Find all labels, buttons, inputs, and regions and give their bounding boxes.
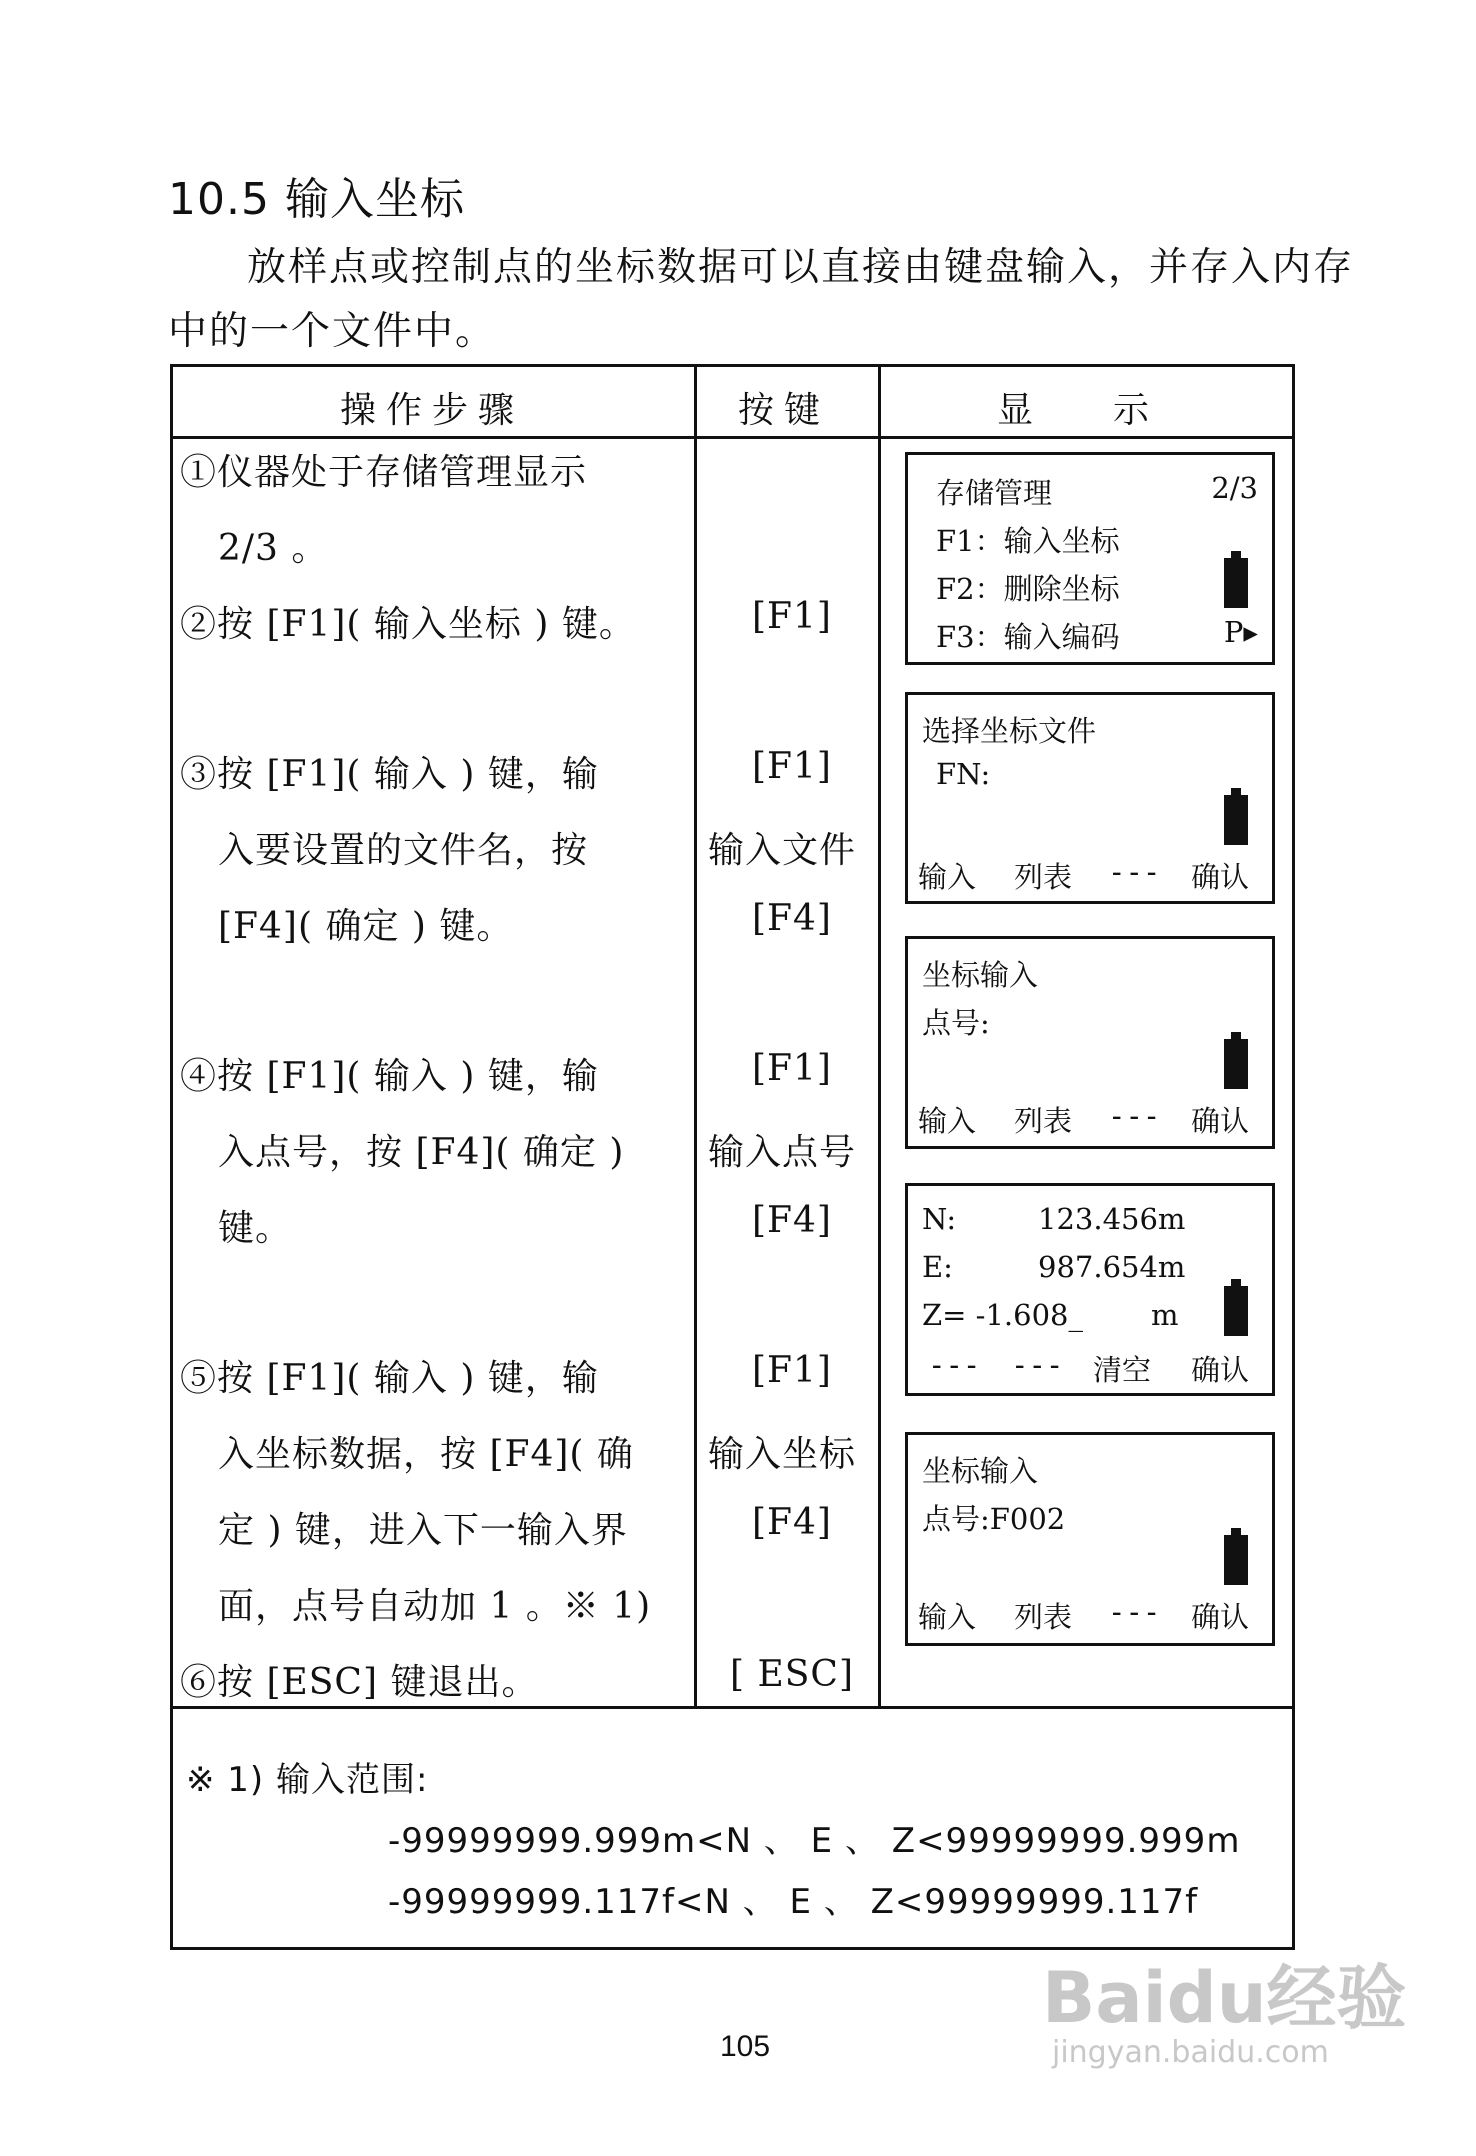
- screen-title: 存储管理: [936, 476, 1053, 510]
- battery-icon: [1224, 1039, 1248, 1089]
- screen-storage-menu: [905, 452, 1275, 665]
- softkey-f1: ---: [928, 1348, 981, 1382]
- watermark-url: jingyan.baidu.com: [1052, 2035, 1329, 2070]
- file-name-field: FN:: [936, 757, 991, 791]
- key-input-coord: 输入坐标: [708, 1434, 857, 1475]
- header-display: 显 示: [997, 390, 1172, 431]
- softkey-f4: 确认: [1191, 860, 1250, 894]
- softkey-f3: ---: [1108, 855, 1161, 889]
- step-4a: ④按 [F1]( 输入 ) 键，输: [180, 1056, 599, 1097]
- note-divider: [170, 1706, 1295, 1709]
- intro-line-2: 中的一个文件中。: [168, 309, 497, 354]
- screen-title: 选择坐标文件: [922, 714, 1097, 748]
- screen-select-file: [905, 692, 1275, 904]
- softkey-f1: 输入: [918, 1600, 977, 1634]
- note-range-feet: -99999999.117f<N 、 E 、 Z<99999999.117f: [388, 1882, 1199, 1922]
- step-5c: 定 ) 键，进入下一输入界: [218, 1510, 628, 1551]
- key-input-file: 输入文件: [708, 830, 857, 871]
- key-f1: [F1]: [752, 746, 832, 787]
- battery-icon: [1224, 795, 1248, 845]
- key-input-point: 输入点号: [708, 1132, 857, 1173]
- baidu-logo-watermark: Baidu经验: [1042, 1957, 1407, 2039]
- key-esc: [ ESC]: [730, 1654, 855, 1695]
- step-3b: 入要设置的文件名，按: [218, 830, 589, 871]
- screen-coord-values: [905, 1183, 1275, 1396]
- point-number-field: 点号:: [922, 1006, 990, 1040]
- step-6: ⑥按 [ESC] 键退出。: [180, 1662, 539, 1703]
- screen-title: 坐标输入: [922, 1454, 1039, 1488]
- step-1a: ①仪器处于存储管理显示: [180, 452, 588, 493]
- battery-icon: [1224, 1535, 1248, 1585]
- step-3c: [F4]( 确定 ) 键。: [218, 906, 514, 947]
- note-title: ※ 1) 输入范围:: [186, 1760, 429, 1800]
- page-number: 105: [720, 2030, 771, 2063]
- z-unit: m: [1151, 1298, 1179, 1332]
- key-f1: [F1]: [752, 1048, 832, 1089]
- step-4c: 键。: [218, 1208, 293, 1249]
- intro-line-1: 放样点或控制点的坐标数据可以直接由键盘输入，并存入内存: [247, 245, 1355, 290]
- header-keys: 按键: [738, 390, 831, 431]
- n-label: N:: [922, 1202, 957, 1236]
- step-2: ②按 [F1]( 输入坐标 ) 键。: [180, 604, 636, 645]
- screen-coord-input-next: [905, 1432, 1275, 1646]
- z-input: Z= -1.608_: [922, 1298, 1083, 1332]
- step-4b: 入点号，按 [F4]( 确定 ): [218, 1132, 625, 1173]
- softkey-f3: 清空: [1093, 1353, 1152, 1387]
- e-value: 987.654m: [1038, 1250, 1186, 1284]
- key-f1: [F1]: [752, 596, 832, 637]
- header-steps: 操作步骤: [340, 390, 525, 431]
- header-divider: [170, 436, 1295, 439]
- softkey-f2: 列表: [1014, 860, 1073, 894]
- softkey-f2: 列表: [1014, 1104, 1073, 1138]
- softkey-f4: 确认: [1191, 1353, 1250, 1387]
- key-f1: [F1]: [752, 1350, 832, 1391]
- screen-coord-input: [905, 936, 1275, 1149]
- key-f4: [F4]: [752, 898, 832, 939]
- screen-title: 坐标输入: [922, 958, 1039, 992]
- softkey-f1: 输入: [918, 1104, 977, 1138]
- softkey-f3: ---: [1108, 1099, 1161, 1133]
- more-pages-indicator: P▸: [1223, 615, 1258, 649]
- screen-page: 2/3: [1211, 471, 1258, 505]
- menu-item-f3: F3：输入编码: [936, 620, 1120, 654]
- menu-item-f1: F1：输入坐标: [936, 524, 1120, 558]
- menu-item-f2: F2：删除坐标: [936, 572, 1120, 606]
- step-3a: ③按 [F1]( 输入 ) 键，输: [180, 754, 599, 795]
- key-f4: [F4]: [752, 1502, 832, 1543]
- step-5b: 入坐标数据，按 [F4]( 确: [218, 1434, 634, 1475]
- softkey-f4: 确认: [1191, 1600, 1250, 1634]
- section-heading: 10.5 输入坐标: [168, 174, 465, 225]
- key-f4: [F4]: [752, 1200, 832, 1241]
- note-range-meters: -99999999.999m<N 、 E 、 Z<99999999.999m: [388, 1821, 1241, 1861]
- battery-icon: [1224, 558, 1248, 608]
- step-1b: 2/3 。: [218, 528, 329, 569]
- column-divider-1: [694, 364, 697, 1708]
- column-divider-2: [878, 364, 881, 1708]
- step-5d: 面，点号自动加 1 。※ 1): [218, 1586, 652, 1627]
- e-label: E:: [922, 1250, 953, 1284]
- n-value: 123.456m: [1038, 1202, 1186, 1236]
- step-5a: ⑤按 [F1]( 输入 ) 键，输: [180, 1358, 599, 1399]
- battery-icon: [1224, 1286, 1248, 1336]
- softkey-f2: ---: [1011, 1348, 1064, 1382]
- point-number-field: 点号:F002: [922, 1502, 1066, 1536]
- softkey-f3: ---: [1108, 1595, 1161, 1629]
- softkey-f4: 确认: [1191, 1104, 1250, 1138]
- softkey-f2: 列表: [1014, 1600, 1073, 1634]
- softkey-f1: 输入: [918, 860, 977, 894]
